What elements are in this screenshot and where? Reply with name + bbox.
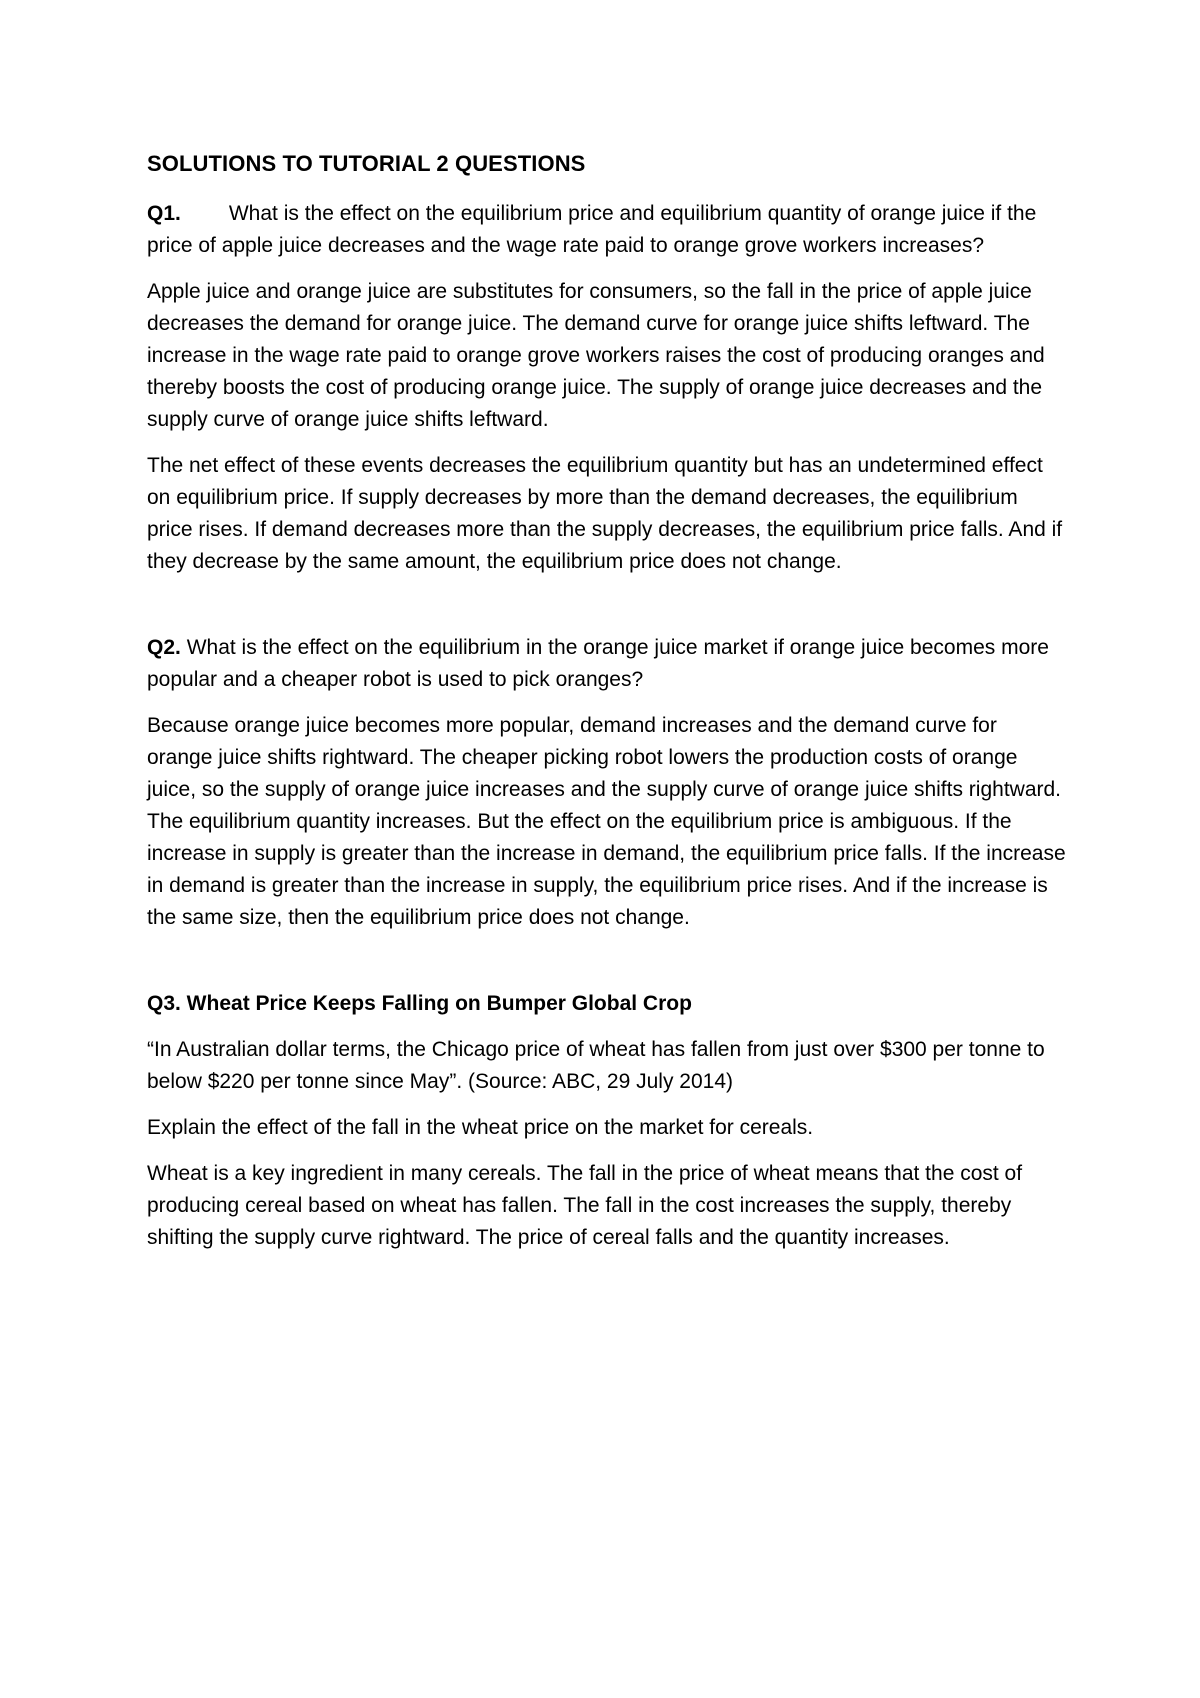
q2-answer-paragraph: Because orange juice becomes more popular, demand increases and the demand curve for orange juice shifts rightward. The cheaper picking robot lowers the production costs of orange juice, so the supply of orange juice increases and the supply curve of orange juice shifts rightward. The equilibrium quantity increases. But the effect on the equilibrium price is ambiguous. If the increase in supply is greater than the increase in demand, the equilibrium price falls. If the increase in demand is greater than the increase in supply, the equilibrium price rises. And if the increase is the same size, then the equilibrium price does not change. [147,714,1066,929]
document-page [147,148,1067,1268]
section-gap [147,948,1067,988]
q1-answer-paragraph-1: Apple juice and orange juice are substitutes for consumers, so the fall in the price of apple juice decreases the demand for orange juice. The demand curve for orange juice shifts leftward. The increase in the wage rate paid to orange grove workers raises the cost of producing oranges and thereby boosts the cost of producing orange juice. The supply of orange juice decreases and the supply curve of orange juice shifts leftward. [147,280,1045,431]
section-gap [147,592,1067,632]
q2-question [147,632,1067,696]
page-title: SOLUTIONS TO TUTORIAL 2 QUESTIONS [147,151,586,176]
q1-question [147,198,1067,262]
q1-label: Q1. [147,202,181,225]
q1-answer-paragraph-2: The net effect of these events decreases the equilibrium quantity but has an undetermined effect on equilibrium price. If supply decreases by more than the demand decreases, the equilibrium price rises. If demand decreases more than the supply decreases, the equilibrium price falls. And if they decrease by the same amount, the equilibrium price does not change. [147,454,1063,573]
q3-question: Explain the effect of the fall in the wheat price on the market for cereals. [147,1116,814,1139]
q3-quote: “In Australian dollar terms, the Chicago price of wheat has fallen from just over $300 per tonne to below $220 per tonne since May”. (Source: ABC, 29 July 2014) [147,1038,1045,1093]
q1-question-text: What is the effect on the equilibrium price and equilibrium quantity of orange juice if the price of apple juice decreases and the wage rate paid to orange grove workers increases? [147,202,1037,257]
q3-answer-paragraph: Wheat is a key ingredient in many cereals. The fall in the price of wheat means that the cost of producing cereal based on wheat has fallen. The fall in the cost increases the supply, thereby shifting the supply curve rightward. The price of cereal falls and the quantity increases. [147,1162,1023,1249]
q3-heading: Q3. Wheat Price Keeps Falling on Bumper Global Crop [147,992,692,1015]
q2-label: Q2. [147,636,181,659]
q2-question-text: What is the effect on the equilibrium in the orange juice market if orange juice becomes more popular and a cheaper robot is used to pick oranges? [147,636,1049,691]
